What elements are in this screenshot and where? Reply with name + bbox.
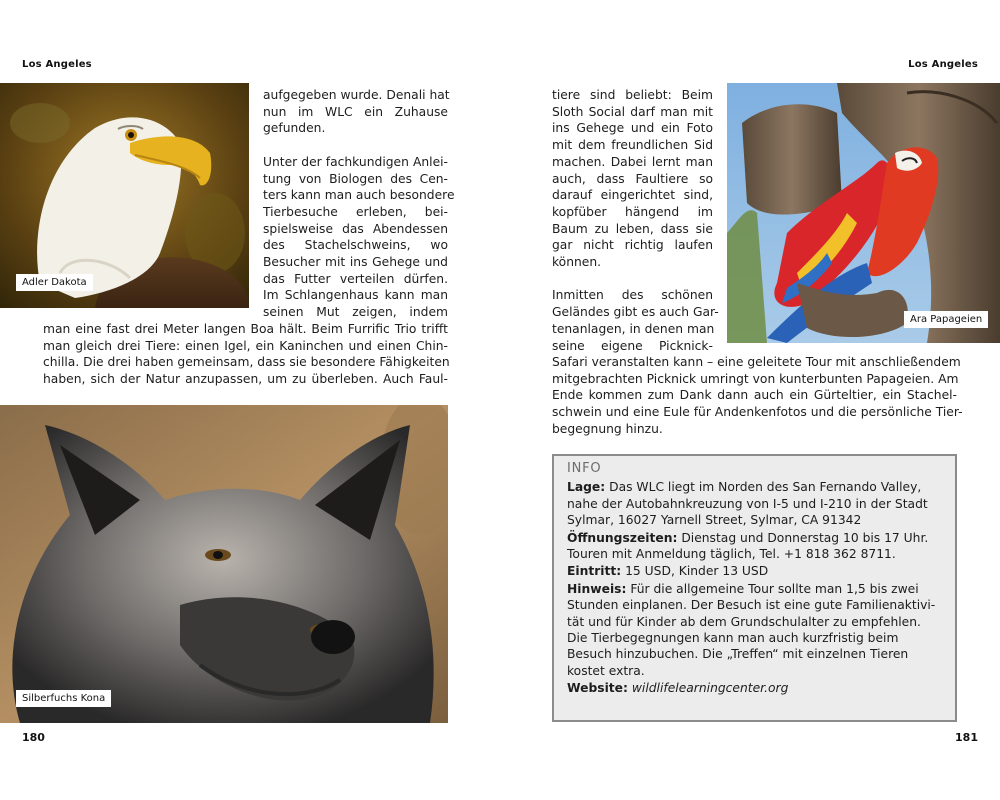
text-line: auch, dass Faultiere so [552,171,713,186]
text-line: Unter der fachkundigen Anlei- [263,154,448,169]
right-full-text [552,354,963,438]
info-eintritt-text: 15 USD, Kinder 13 USD [621,564,769,579]
info-lage-text: Das WLC liegt im Norden des San Fernando Valley, [605,480,922,495]
info-hinweis-text: kostet extra. [567,663,645,678]
text-line: Baum zu leben, dass sie [552,221,713,236]
info-website [567,680,942,696]
info-oeffnung-text: Dienstag und Donnerstag 10 bis 17 Uhr. [677,530,929,545]
text-line: mit dem freundlichen Sid [552,138,713,153]
text-line: schwein und eine Eule für Andenkenfotos und die persönliche Tier- [552,405,963,420]
text-line: Ende kommen zum Dank dann auch ein Gürteltier, ein Stachel- [552,388,957,403]
info-website-label: Website: [567,681,628,696]
text-line: chilla. Die drei haben gemeinsam, dass sie besondere Fähigkeiten [43,355,450,370]
info-eintritt [567,563,942,579]
text-line: nun im WLC ein Zuhause [263,104,448,119]
info-oeffnung-text: Touren mit Anmeldung täglich, Tel. +1 818 362 8711. [567,547,896,562]
text-line: seine eigene Picknick- [552,338,713,353]
text-line: haben, sich der Natur anzupassen, um zu überleben. Auch Faul- [43,372,448,387]
text-line: begegnung hinzu. [552,421,663,436]
info-hinweis-text: tät und für Kinder ab dem Grundschulalter zu empfehlen. [567,614,921,629]
text-line: Inmitten des schönen [552,288,713,303]
text-line: kopfüber hängend im [552,204,713,219]
text-line: spielsweise das Abendessen [263,221,448,236]
info-lage-text: nahe der Autobahnkreuzung von I-5 und I-210 in der Stadt [567,496,928,511]
text-line: Sloth Social darf man mit [552,104,713,119]
website-link[interactable]: wildlifelearningcenter.org [627,681,789,696]
text-line: machen. Dabei lernt man [552,154,713,169]
text-line: darauf eingerichtet sind, [552,188,713,203]
info-lage-label: Lage: [567,480,606,495]
page-number-right: 181 [955,731,978,744]
text-line: Tierbesuche erleben, bei- [263,204,448,219]
info-hinweis-text: Stunden einplanen. Der Besuch ist eine gute Familienaktivi- [567,598,936,613]
text-line: gar nicht richtig laufen [552,238,713,253]
text-line: Besucher mit ins Gehege und [263,255,448,270]
text-line [552,271,713,288]
parrots-caption: Ara Papageien [904,311,988,328]
text-line: Geländes gibt es auch Gar- [552,305,719,320]
text-line: Im Schlangenhaus kann man [263,288,448,303]
fox-photo [0,405,448,723]
text-line: das Futter verteilen dürfen. [263,271,448,286]
eagle-caption: Adler Dakota [16,274,93,291]
parrots-photo [727,83,1000,343]
info-eintritt-label: Eintritt: [567,564,622,579]
info-hinweis-text: Besuch hinzubuchen. Die „Treffen“ mit einzelnen Tieren [567,647,909,662]
right-column-text [552,87,719,354]
page-number-left: 180 [22,731,45,744]
text-line: tenanlagen, in denen man [552,321,715,336]
running-header-left: Los Angeles [22,59,92,70]
info-title: INFO [567,461,602,476]
text-line: seinen Mut zeigen, indem [263,305,448,320]
text-line: aufgegeben wurde. Denali hat [263,88,450,102]
info-lage-text: Sylmar, 16027 Yarnell Street, Sylmar, CA 91342 [567,513,862,528]
info-hinweis-label: Hinweis: [567,581,627,596]
text-line: tiere sind beliebt: Beim [552,88,713,102]
info-oeffnungszeiten [567,530,942,563]
text-line: man gleich drei Tiere: einen Igel, ein Kaninchen und einen Chin- [43,338,448,353]
left-full-text [43,321,448,388]
text-line: Safari veranstalten kann – eine geleitete Tour mit anschließendem [552,355,961,369]
text-line: man eine fast drei Meter langen Boa hält. Beim Furrific Trio trifft [43,322,448,336]
text-line: ters kann man auch besondere [263,188,455,203]
info-oeffnung-label: Öffnungszeiten: [567,530,678,545]
text-line: des Stachelschweins, wo [263,238,448,253]
text-line [263,137,448,154]
text-line: mitgebrachten Picknick umringt von kunterbunten Papageien. Am [552,371,959,386]
text-line: können. [552,255,602,270]
text-line: tung von Biologen des Cen- [263,171,448,186]
text-line: ins Gehege und ein Foto [552,121,713,136]
info-lage [567,479,942,528]
info-hinweis [567,581,942,679]
left-column-text [263,87,455,321]
info-hinweis-text: Die Tierbegegnungen kann man auch kurzfristig beim [567,631,899,646]
running-header-right: Los Angeles [908,59,978,70]
text-line: gefunden. [263,121,326,136]
info-box [552,454,957,722]
fox-caption: Silberfuchs Kona [16,690,111,707]
info-hinweis-text: Für die allgemeine Tour sollte man 1,5 bis zwei [626,581,919,596]
